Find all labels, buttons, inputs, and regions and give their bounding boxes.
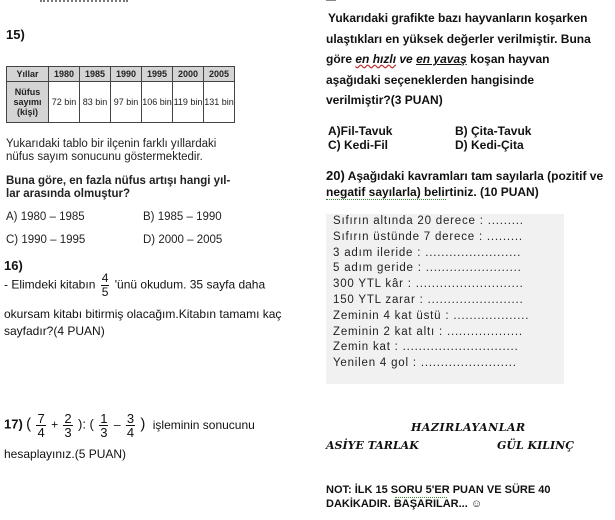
population-cell: 119 bin (173, 82, 204, 123)
fraction-denominator: 4 (37, 425, 45, 440)
year-cell: 2000 (173, 67, 204, 82)
q19-line: aşağıdaki seçeneklerden hangisinde (326, 72, 535, 87)
concept-item: Sıfırın altında 20 derece : ......... (333, 215, 524, 227)
q19-option-a[interactable]: A)Fil-Tavuk (328, 124, 393, 138)
population-cell: 131 bin (204, 82, 235, 123)
note-line: NOT: İLK 15 SORU 5'ER PUAN VE SÜRE 40 (326, 484, 551, 496)
q15-description-line: Yukarıdaki tablo bir ilçenin farklı yıllardaki (6, 138, 217, 150)
fraction-denominator: 3 (64, 425, 72, 440)
q17-line2: hesaplayınız.(5 PUAN) (4, 447, 127, 461)
q17-fraction-2 (63, 412, 72, 439)
q17-fraction-3 (99, 412, 108, 439)
q19-option-b[interactable]: B) Çita-Tavuk (455, 124, 532, 138)
q16-line2-text: okursam kitabı bitirmiş olacağım.Kitabın tamamı kaç (4, 307, 282, 321)
q15-question-line: lar arasında olmuştur? (6, 188, 130, 200)
concept-item: Yenilen 4 gol : ........................ (333, 357, 517, 370)
q20-number: 20) (326, 168, 345, 183)
q15-option-a[interactable]: A) 1980 – 1985 (6, 211, 85, 223)
top-cutoff-remnant (40, 0, 128, 5)
population-row-label: Nüfus sayımı (kişi) (7, 82, 49, 123)
year-cell: 1980 (49, 67, 80, 82)
concept-item: 300 YTL kâr : ........................... (333, 278, 524, 291)
q19-fastest: en hızlı (355, 52, 397, 66)
q15-description (6, 138, 216, 164)
q17-number: 17) (4, 416, 23, 432)
top-right-remnant (326, 0, 336, 5)
q15-option-c[interactable]: C) 1990 – 1995 (6, 234, 86, 246)
q19-line: verilmiştir?(3 PUAN) (326, 93, 443, 107)
q16-line1 (4, 272, 265, 299)
concept-item: Zemin kat : ............................. (333, 341, 519, 354)
year-cell: 2005 (204, 67, 235, 82)
q19-line: Yukarıdaki grafikte bazı hayvanların koşarken (328, 11, 588, 25)
q20-line2: negatif sayılarla) belirtiniz. (10 PUAN) (326, 185, 539, 199)
population-cell: 106 bin (142, 82, 173, 123)
concept-item: Sıfırın üstünde 7 derece : ......... (333, 230, 523, 243)
q15-option-d[interactable]: D) 2000 – 2005 (143, 234, 223, 246)
population-cell: 72 bin (49, 82, 80, 123)
q20-line1 (326, 168, 603, 184)
divide-paren: ): ( (78, 416, 94, 432)
close-paren: ) (140, 415, 146, 433)
q15-option-b[interactable]: B) 1985 – 1990 (143, 211, 222, 223)
q17-text-after: işleminin sonucunu (152, 417, 255, 432)
year-cell: 1995 (142, 67, 173, 82)
q20-text (326, 168, 603, 200)
q19-line: ulaştıkları en yüksek değerler verilmiştir. Buna (326, 31, 591, 46)
open-paren: ( (26, 415, 32, 433)
concept-item: Zeminin 4 kat üstü : ................... (333, 309, 530, 322)
q19-option-d[interactable]: D) Kedi-Çita (455, 138, 524, 152)
q17-expression (4, 412, 255, 439)
fraction-numerator: 1 (100, 411, 108, 426)
concept-item: Zeminin 2 kat altı : ................... (333, 325, 523, 338)
population-cell: 83 bin (80, 82, 111, 123)
concept-item: 3 adım ileride : ........................ (333, 246, 522, 259)
fraction-numerator: 7 (37, 411, 45, 426)
teacher-name-1: ASİYE TARLAK (326, 439, 419, 452)
teacher-name-2: GÜL KILINÇ (497, 439, 574, 452)
fraction-denominator: 3 (100, 425, 108, 440)
q19-line3-prefix: göre (326, 52, 353, 66)
q15-description-line: nüfus sayım sonucunu göstermektedir. (6, 151, 203, 163)
q19-text (326, 8, 591, 111)
fraction-denominator: 4 (126, 425, 135, 440)
q17-fraction-4 (126, 412, 135, 439)
year-cell: 1985 (80, 67, 111, 82)
year-cell: 1990 (111, 67, 142, 82)
concept-item: 5 adım geride : ........................ (333, 262, 522, 275)
fraction-numerator: 4 (101, 271, 109, 285)
population-table (6, 66, 235, 123)
q20-underline (326, 199, 446, 200)
q20-line1-text: Aşağıdaki kavramları tam sayılarla (pozitif ve (347, 169, 604, 183)
minus-sign: – (113, 417, 121, 432)
table-row-header: Yıllar (7, 67, 49, 82)
q16-text-before: - Elimdeki kitabın (4, 277, 96, 292)
q16-number: 16) (4, 258, 23, 273)
fraction-numerator: 2 (64, 411, 72, 426)
q19-line3-suffix: koşan hayvan (470, 52, 550, 66)
q15-question-line: Buna göre, en fazla nüfus artışı hangi yıl- (6, 175, 231, 187)
q19-line3 (326, 49, 591, 70)
q16-fraction (101, 272, 110, 299)
q16-line3: sayfadır?(4 PUAN) (4, 324, 105, 338)
q15-question (6, 175, 230, 201)
concept-list (326, 214, 564, 384)
fraction-numerator: 3 (126, 411, 135, 426)
q15-number: 15) (6, 27, 25, 42)
q19-slowest: en yavaş (416, 52, 467, 66)
q19-option-c[interactable]: C) Kedi-Fil (328, 138, 388, 152)
plus-sign: + (51, 417, 59, 432)
fraction-denominator: 5 (101, 285, 109, 299)
note-underline (395, 497, 447, 498)
q17-fraction-1 (36, 412, 45, 439)
q19-and: ve (399, 52, 413, 66)
prepared-by-heading: HAZIRLAYANLAR (411, 421, 526, 434)
note-line: DAKİKADIR. BAŞARILAR... ☺ (326, 498, 483, 510)
q16-text-after: 'ünü okudum. 35 sayfa daha (114, 277, 266, 292)
concept-item: 150 YTL zarar : ........................ (333, 293, 524, 306)
population-cell: 97 bin (111, 82, 142, 123)
q16-line2 (4, 307, 281, 321)
